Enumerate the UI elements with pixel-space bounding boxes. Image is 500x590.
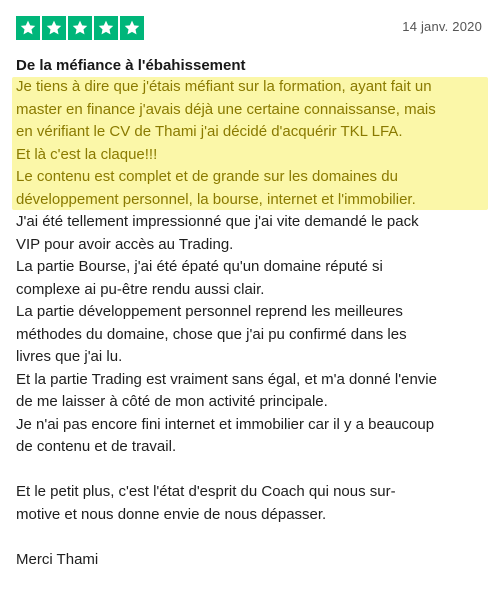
review-text-line: motive et nous donne envie de nous dépasser. [16, 505, 327, 523]
star-icon [16, 16, 40, 40]
review-text-line: Et la partie Trading est vraiment sans égal, et m'a donné l'envie [16, 370, 437, 388]
star-icon [120, 16, 144, 40]
review-text-line: de contenu et de travail. [16, 438, 177, 455]
review-body [16, 76, 496, 571]
review-text-line: La partie Bourse, j'ai été épaté qu'un domaine réputé si [16, 258, 383, 275]
review-text-line: Je n'ai pas encore fini internet et immobilier car il y a beaucoup [16, 415, 435, 433]
review-signature: Merci Thami [16, 550, 99, 568]
paragraph-gap [16, 459, 496, 482]
review-text-line: Et le petit plus, c'est l'état d'esprit du Coach qui nous sur- [16, 483, 396, 500]
review-text-line: Je tiens à dire que j'étais méfiant sur la formation, ayant fait un [16, 78, 432, 95]
star-icon [94, 16, 118, 40]
star-icon [42, 16, 66, 40]
review-text-line: en vérifiant le CV de Thami j'ai décidé d'acquérir TKL LFA. [16, 123, 403, 140]
review-text-line: complexe ai pu-être rendu aussi clair. [16, 280, 265, 298]
review-text-line: développement personnel, la bourse, internet et l'immobilier. [16, 190, 416, 208]
review-text-line: La partie développement personnel reprend les meilleures [16, 303, 403, 320]
review-text-line: méthodes du domaine, chose que j'ai pu confirmé dans les [16, 325, 407, 343]
review-text-line: master en finance j'avais déjà une certaine connaissanse, mais [16, 100, 436, 118]
review-text-line: Le contenu est complet et de grande sur les domaines du [16, 168, 398, 185]
paragraph-gap [16, 526, 496, 549]
star-icon [68, 16, 92, 40]
review-title: De la méfiance à l'ébahissement [16, 57, 246, 74]
review-text-line: de me laisser à côté de mon activité principale. [16, 393, 328, 410]
review-text-line: J'ai été tellement impressionné que j'ai vite demandé le pack [16, 213, 419, 230]
review-text-line: VIP pour avoir accès au Trading. [16, 235, 234, 253]
star-rating [16, 16, 144, 40]
review-text-line: Et là c'est la claque!!! [16, 145, 158, 163]
review-text-line: livres que j'ai lu. [16, 348, 123, 365]
review-date: 14 janv. 2020 [402, 19, 482, 34]
